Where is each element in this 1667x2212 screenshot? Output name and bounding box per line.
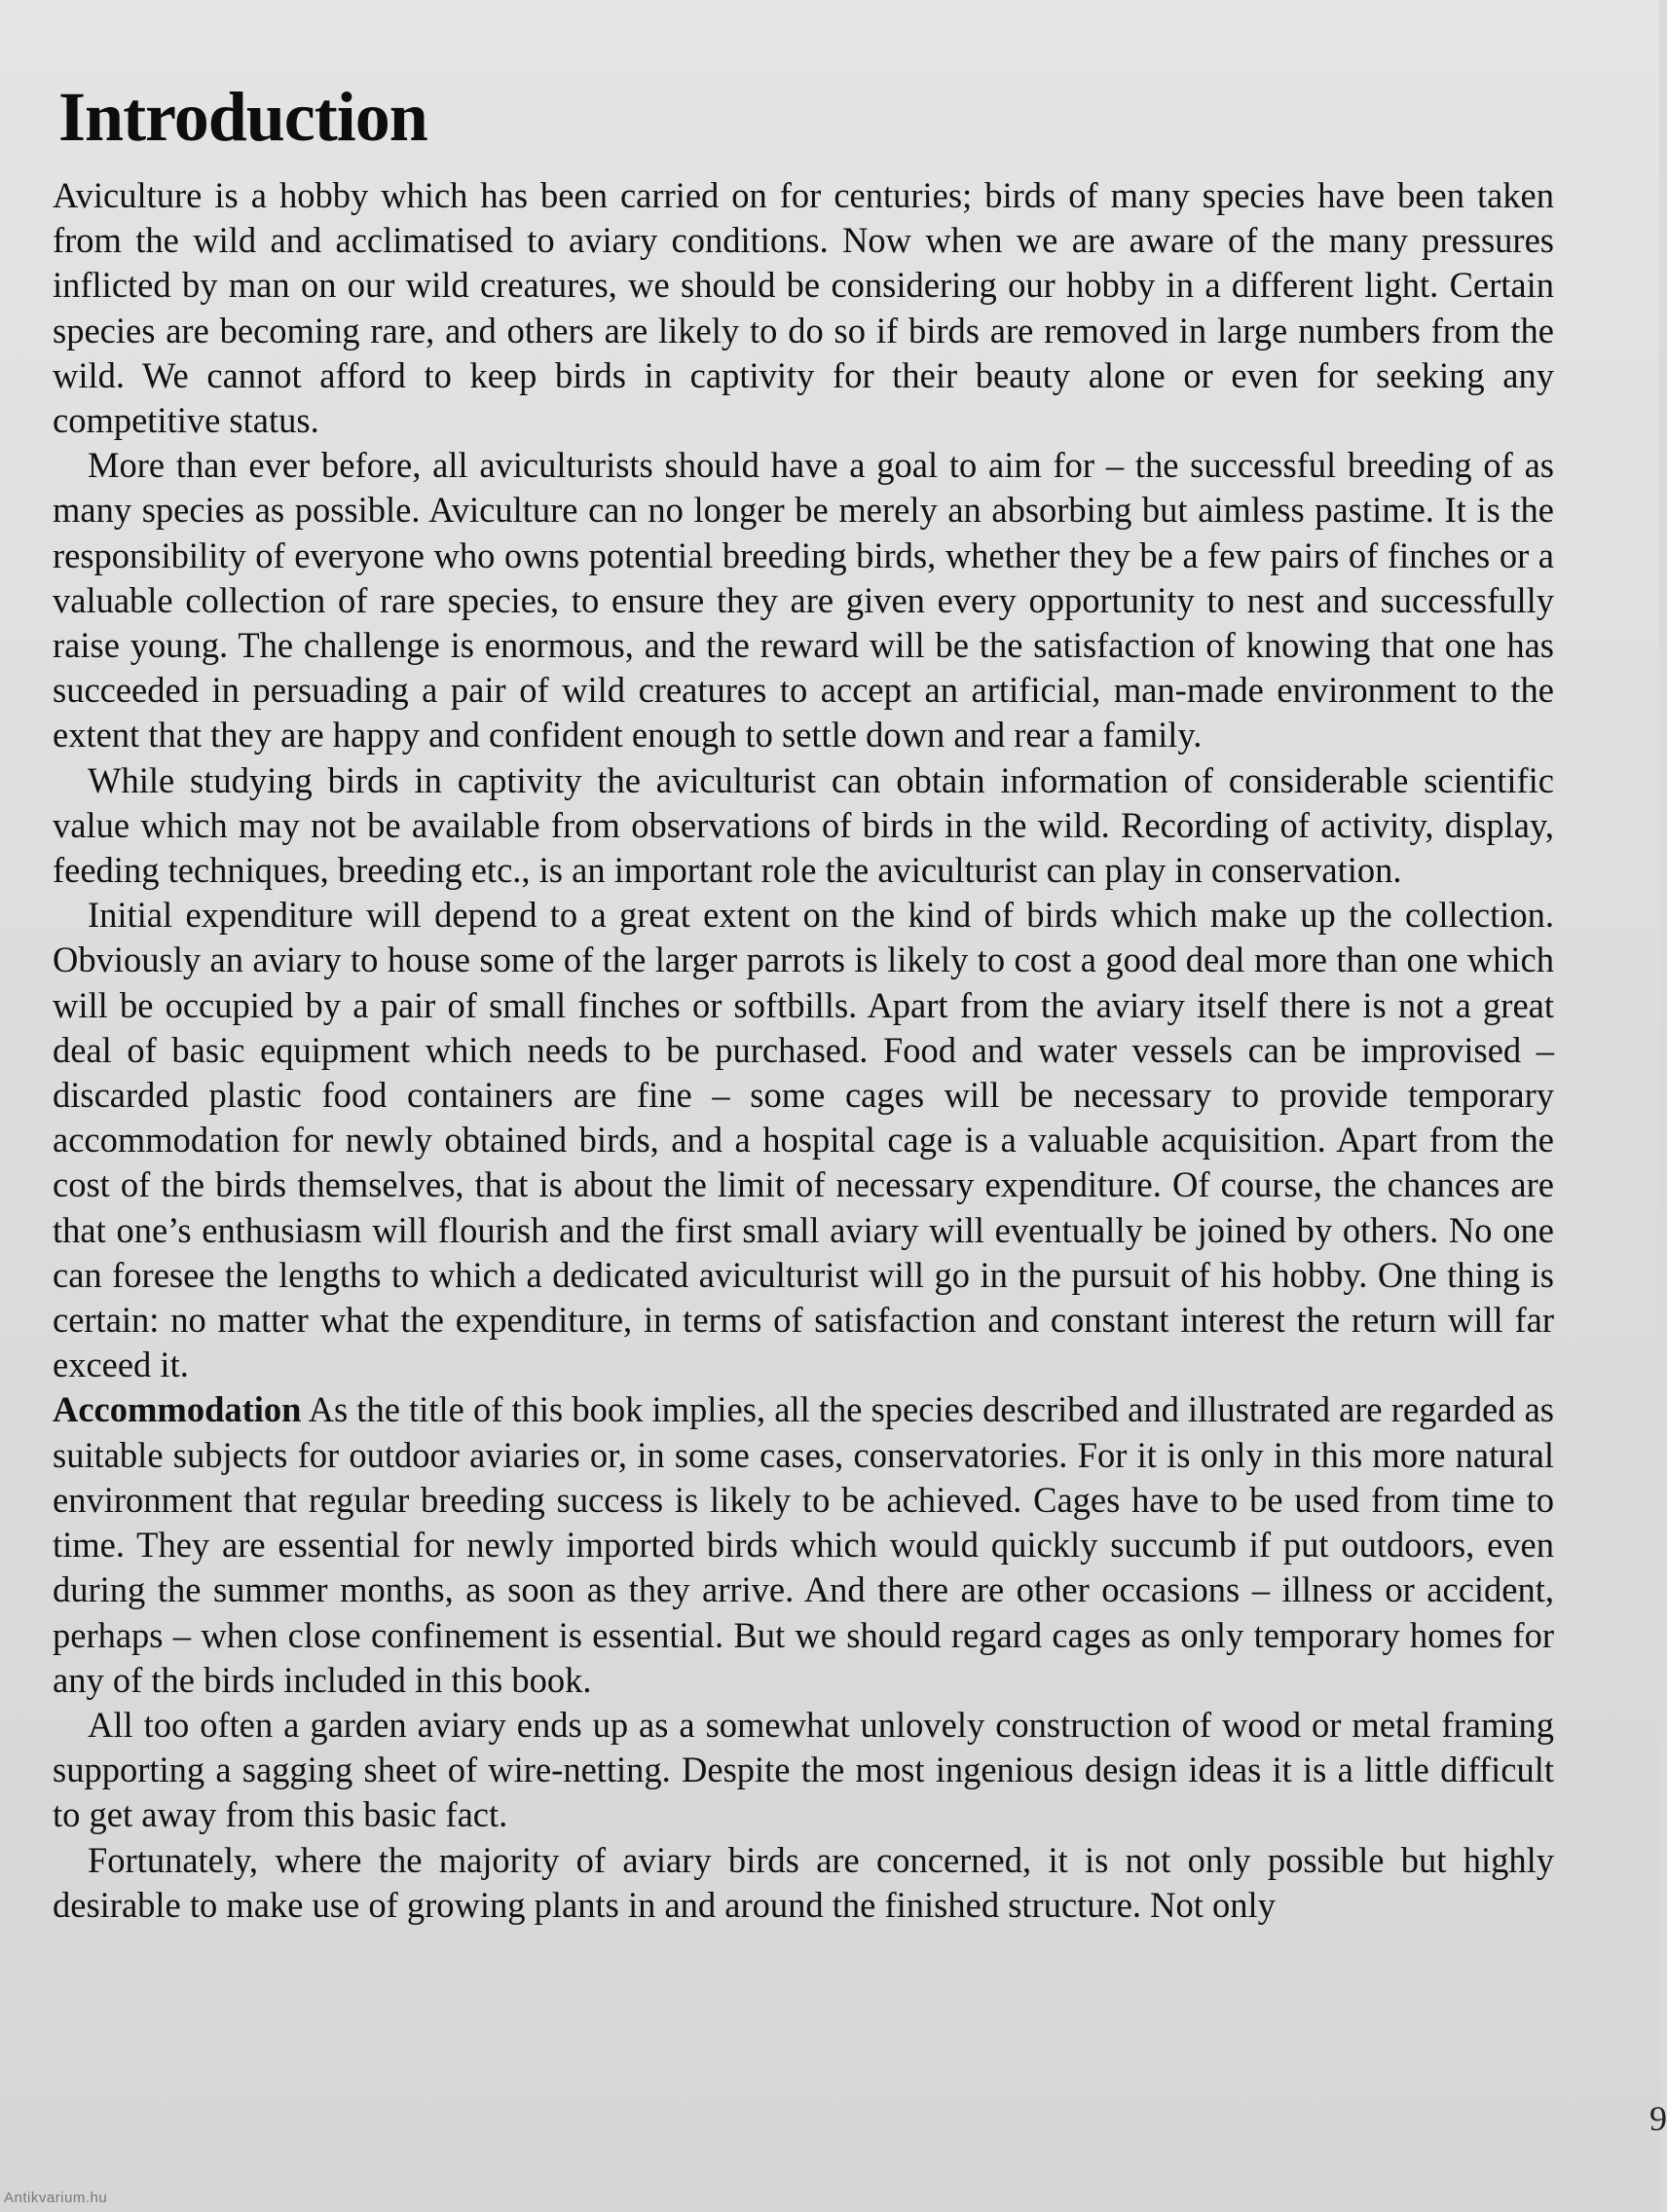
accommodation-paragraph	[53, 1387, 1554, 1702]
accommodation-heading: Accommodation	[53, 1389, 302, 1430]
accommodation-text: As the title of this book implies, all the species described and illustrated are regarded as suitable subjects for outdoor aviaries or, in some cases, conservatories. For it is only in this more natural environment that regular breeding success is likely to be achieved. Cages have to be used from time to time. They are essential for newly imported birds which would quickly succumb if put outdoors, even during the summer months, as soon as they arrive. And there are other occasions – illness or accident, perhaps – when close confinement is essential. But we should regard cages as only temporary homes for any of the birds included in this book.	[53, 1389, 1554, 1700]
paragraph-5: All too often a garden aviary ends up as a somewhat unlovely construction of wood or metal framing supporting a sagging sheet of wire-netting. Despite the most ingenious design ideas it is a little difficult to get away from this basic fact.	[53, 1704, 1554, 1835]
page-title: Introduction	[58, 78, 427, 156]
paragraph-2: More than ever before, all aviculturists should have a goal to aim for – the successful breeding of as many species as possible. Aviculture can no longer be merely an absorbing but aimless pastime. It is the responsibility of everyone who owns potential breeding birds, whether they be a few pairs of finches or a valuable collection of rare species, to ensure they are given every opportunity to nest and successfully raise young. The challenge is enormous, and the reward will be the satisfaction of knowing that one has succeeded in persuading a pair of wild creatures to accept an artificial, man-made environment to the extent that they are happy and confident enough to settle down and rear a family.	[53, 445, 1554, 756]
watermark: Antikvarium.hu	[4, 2190, 108, 2206]
paragraph-4: Initial expenditure will depend to a great extent on the kind of birds which make up the collection. Obviously an aviary to house some of the larger parrots is likely to cost a good deal more than one which will be occupied by a pair of small finches or softbills. Apart from the aviary itself there is not a great deal of basic equipment which needs to be purchased. Food and water vessels can be improvised – discarded plastic food containers are fine – some cages will be necessary to provide temporary accommodation for newly obtained birds, and a hospital cage is a valuable acquisition. Apart from the cost of the birds themselves, that is about the limit of necessary expenditure. Of course, the chances are that one’s enthusiasm will flourish and the first small aviary will eventually be joined by others. No one can foresee the lengths to which a dedicated aviculturist will go in the pursuit of his hobby. One thing is certain: no matter what the expenditure, in terms of satisfaction and constant interest the return will far exceed it.	[53, 895, 1554, 1385]
page-content	[53, 68, 1554, 1928]
page-number-fragment: 9	[1649, 2099, 1667, 2138]
paragraph-3: While studying birds in captivity the aviculturist can obtain information of considerable scientific value which may not be available from observations of birds in the wild. Recording of activity, display, feeding techniques, breeding etc., is an important role the aviculturist can play in conservation.	[53, 759, 1554, 891]
paragraph-1: Aviculture is a hobby which has been carried on for centuries; birds of many species have been taken from the wild and acclimatised to aviary conditions. Now when we are aware of the many pressures inflicted by man on our wild creatures, we should be considering our hobby in a different light. Certain species are becoming rare, and others are likely to do so if birds are removed in large numbers from the wild. We cannot afford to keep birds in captivity for their beauty alone or even for seeking any competitive status.	[53, 175, 1554, 441]
paragraph-6: Fortunately, where the majority of aviary birds are concerned, it is not only possible but highly desirable to make use of growing plants in and around the finished structure. Not only	[53, 1839, 1554, 1925]
